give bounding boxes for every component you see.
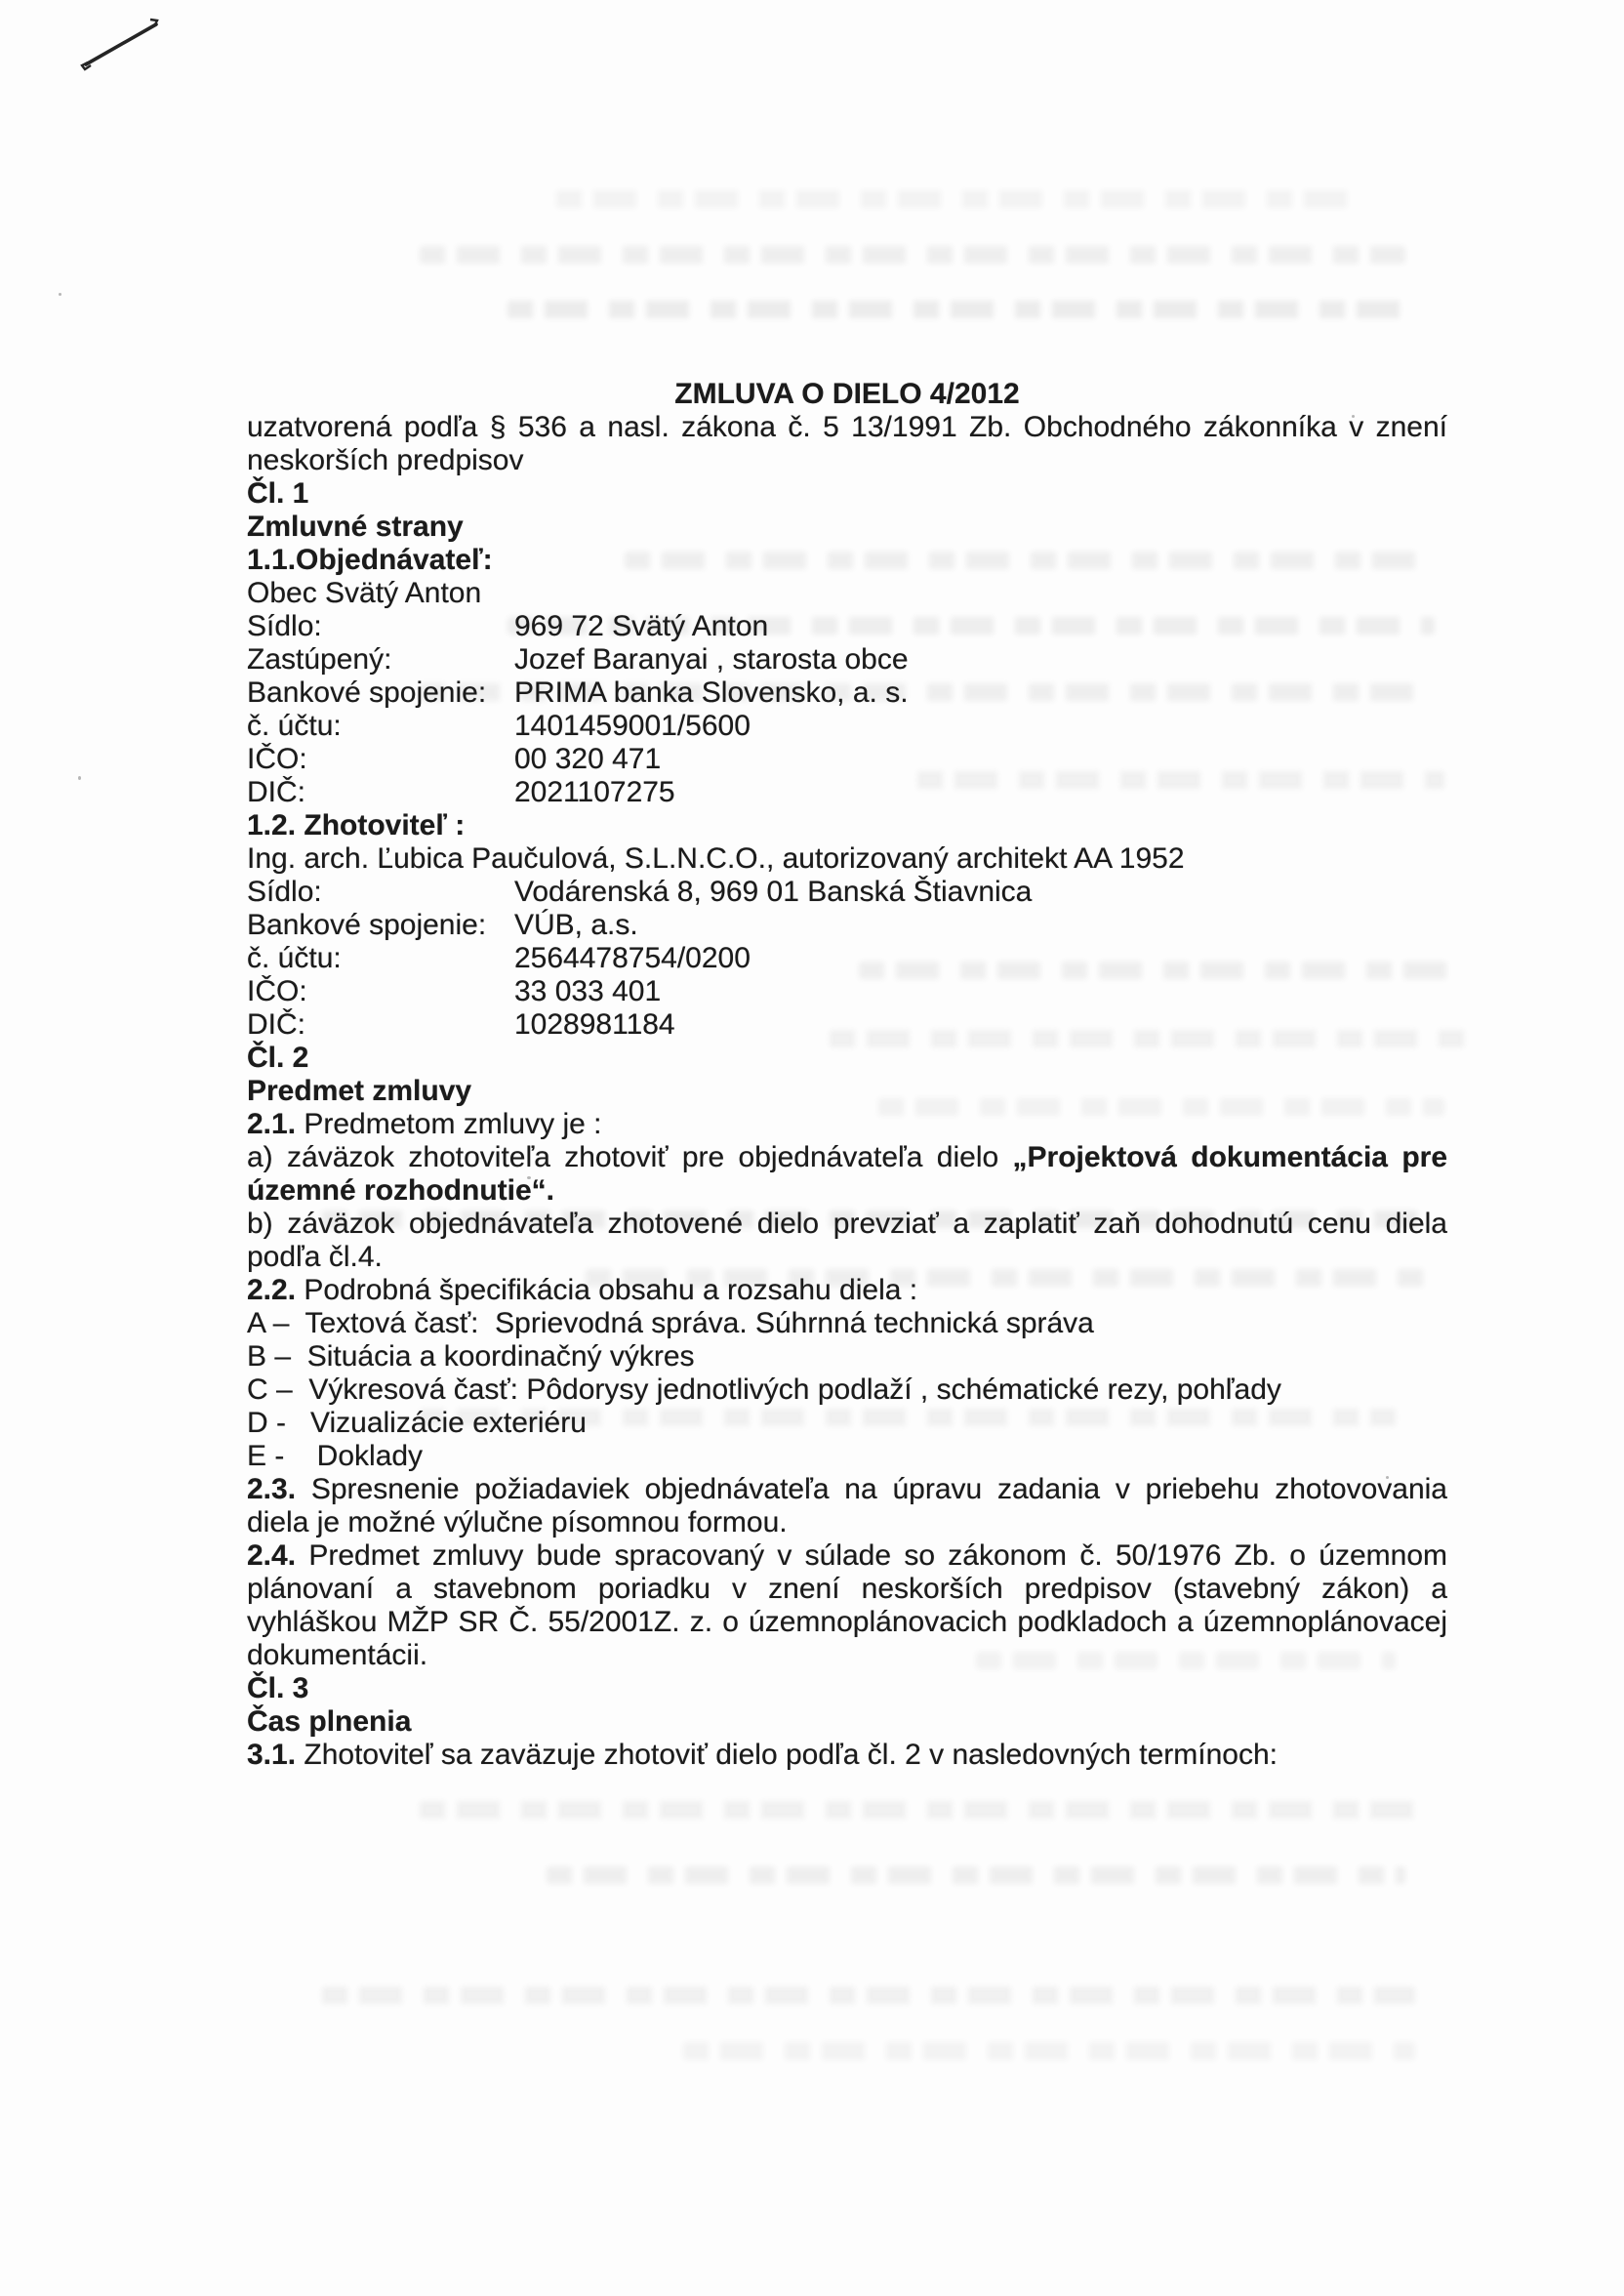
- bleed-through-artifact: [508, 301, 1415, 318]
- clause-text: Spresnenie požiadaviek objednávateľa na úpravu zadania v priebehu zhotovovania diela je možné výlučne písomnou formou.: [247, 1473, 1447, 1538]
- article-3-number: Čl. 3: [247, 1672, 309, 1704]
- contractor-row-ico: [247, 975, 1447, 1008]
- clause-number: 2.3.: [247, 1473, 311, 1505]
- client-name: Obec Svätý Anton: [247, 577, 482, 609]
- article-3-title: Čas plnenia: [247, 1705, 412, 1738]
- client-row-zastupeny: [247, 643, 1447, 676]
- row-value: Vodárenská 8, 969 01 Banská Štiavnica: [514, 876, 1033, 908]
- scan-speck: [59, 293, 61, 296]
- bleed-through-artifact: [420, 246, 1405, 264]
- document-body: [247, 378, 1447, 1772]
- row-label: č. účtu:: [247, 710, 342, 742]
- row-label: Sídlo:: [247, 876, 322, 908]
- row-label: Bankové spojenie:: [247, 676, 487, 709]
- row-label: Zastúpený:: [247, 643, 392, 676]
- row-label: Sídlo:: [247, 610, 322, 642]
- clause-2-2: [247, 1274, 1447, 1307]
- contractor-row-banka: [247, 909, 1447, 942]
- clause-2-4: [247, 1539, 1447, 1672]
- article-1-title: Zmluvné strany: [247, 511, 464, 543]
- article-2-heading: [247, 1042, 1447, 1108]
- item-a-work-title: „Projektová dokumentácia pre územné rozhodnutie“.: [247, 1141, 1448, 1207]
- clause-text: Predmet zmluvy bude spracovaný v súlade so zákonom č. 50/1976 Zb. o územnom plánovaní a stavebnom poriadku v znení neskorších predpisov (stavebný zákon) a vyhláškou MŽP SR Č. 55/2001Z. z. o územnoplánovacich podkladoch a územnoplánovacej dokumentácii.: [247, 1539, 1447, 1671]
- spec-item-e: E - Doklady: [247, 1440, 424, 1472]
- client-block: [247, 544, 1447, 809]
- intro-paragraph: uzatvorená podľa § 536 a nasl. zákona č. 5 13/1991 Zb. Obchodného zákonníka v znení neskorších predpisov: [247, 411, 1447, 476]
- row-label: DIČ:: [247, 1008, 305, 1041]
- contractor-block: [247, 809, 1447, 1042]
- article-3-heading: [247, 1672, 1447, 1739]
- row-label: DIČ:: [247, 776, 305, 808]
- bleed-through-artifact: [420, 1801, 1415, 1819]
- contractor-row-sidlo: [247, 876, 1447, 909]
- spec-item-b: B – Situácia a koordinačný výkres: [247, 1340, 695, 1373]
- client-row-dic: [247, 776, 1447, 809]
- bleed-through-artifact: [547, 1866, 1405, 1884]
- row-label: IČO:: [247, 975, 307, 1007]
- item-a-text: a) záväzok zhotoviteľa zhotoviť pre objednávateľa dielo: [247, 1141, 1013, 1173]
- contractor-row-ucet: [247, 942, 1447, 975]
- clause-2-1-item-a: [247, 1141, 1447, 1208]
- article-1-number: Čl. 1: [247, 477, 309, 510]
- row-value: 2021107275: [514, 776, 675, 808]
- row-label: Bankové spojenie:: [247, 909, 487, 941]
- bleed-through-artifact: [556, 190, 1357, 208]
- clause-text: Zhotoviteľ sa zaväzuje zhotoviť dielo podľa čl. 2 v nasledovných termínoch:: [304, 1739, 1278, 1771]
- client-row-sidlo: [247, 610, 1447, 643]
- row-value: PRIMA banka Slovensko, a. s.: [514, 676, 909, 709]
- row-value: 2564478754/0200: [514, 942, 751, 974]
- clause-number: 2.2.: [247, 1274, 304, 1306]
- document-title: ZMLUVA O DIELO 4/2012: [674, 378, 1020, 410]
- row-value: 969 72 Svätý Anton: [514, 610, 769, 642]
- spec-item-d: D - Vizualizácie exteriéru: [247, 1407, 587, 1439]
- clause-number: 2.4.: [247, 1539, 309, 1572]
- pen-stroke-mark: [76, 12, 170, 78]
- client-row-ucet: [247, 710, 1447, 743]
- row-value: 1401459001/5600: [514, 710, 751, 742]
- spec-item-c: C – Výkresová časť: Pôdorysy jednotlivých podlaží , schématické rezy, pohľady: [247, 1374, 1281, 1406]
- client-heading: 1.1.Objednávateľ:: [247, 544, 493, 576]
- clause-3-1: [247, 1739, 1447, 1772]
- row-label: IČO:: [247, 743, 307, 775]
- row-value: VÚB, a.s.: [514, 909, 638, 941]
- client-row-banka: [247, 676, 1447, 710]
- spec-item-a: A – Textová časť: Sprievodná správa. Súhrnná technická správa: [247, 1307, 1094, 1339]
- article-1-heading: [247, 477, 1447, 544]
- clause-text: Predmetom zmluvy je :: [304, 1108, 602, 1140]
- clause-2-3: [247, 1473, 1447, 1539]
- row-label: č. účtu:: [247, 942, 342, 974]
- contractor-row-dic: [247, 1008, 1447, 1042]
- client-row-ico: [247, 743, 1447, 776]
- clause-number: 2.1.: [247, 1108, 304, 1140]
- article-2-title: Predmet zmluvy: [247, 1075, 472, 1107]
- row-value: 00 320 471: [514, 743, 662, 775]
- clause-2-1-item-b: b) záväzok objednávateľa zhotovené dielo prevziať a zaplatiť zaň dohodnutú cenu diela podľa čl.4.: [247, 1208, 1447, 1273]
- clause-text: Podrobná špecifikácia obsahu a rozsahu diela :: [304, 1274, 918, 1306]
- contractor-heading: 1.2. Zhotoviteľ :: [247, 809, 466, 841]
- row-value: Jozef Baranyai , starosta obce: [514, 643, 909, 676]
- clause-number: 3.1.: [247, 1739, 304, 1771]
- row-value: 33 033 401: [514, 975, 662, 1007]
- article-2-number: Čl. 2: [247, 1042, 309, 1074]
- bleed-through-artifact: [683, 2042, 1415, 2060]
- scan-speck: [78, 776, 81, 780]
- bleed-through-artifact: [322, 1987, 1415, 2004]
- row-value: 1028981184: [514, 1008, 675, 1041]
- contractor-name: Ing. arch. Ľubica Paučulová, S.L.N.C.O., autorizovaný architekt AA 1952: [247, 842, 1185, 875]
- clause-2-1: [247, 1108, 1447, 1141]
